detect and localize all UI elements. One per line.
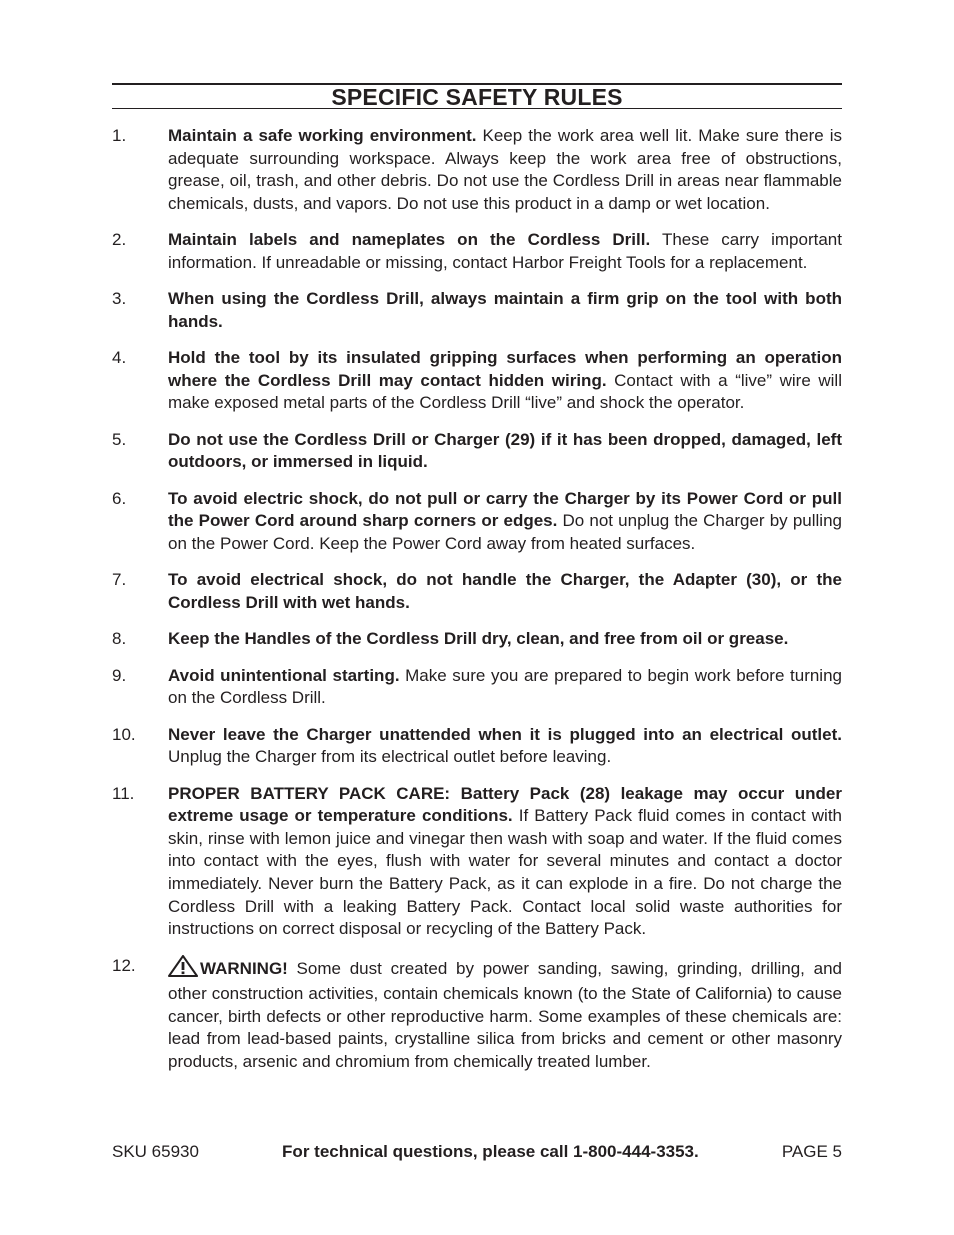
rule-number: 10. xyxy=(112,724,136,744)
rule-lead: Avoid unintentional starting. xyxy=(168,665,400,685)
rule-text xyxy=(168,125,842,215)
rule-lead: Hold the tool by its insulated gripping surfaces when performing an operation where the Cordless Drill may contact hidden wiring. xyxy=(168,348,842,390)
footer-contact: For technical questions, please call 1-800-444-3353. xyxy=(282,1142,699,1161)
rule-lead: When using the Cordless Drill, always maintain a firm grip on the tool with both hands. xyxy=(168,289,842,331)
page-footer xyxy=(112,1141,842,1163)
rule-number: 8. xyxy=(112,629,127,649)
rule-detail: Keep the work area well lit. Make sure there is adequate surrounding workspace. Always keep the work area free of obstructions, grease, oil, trash, and other debris. Do not use the Cordless Drill in areas near flammable chemicals, dusts, and vapors. Do not use this product in a damp or wet location. xyxy=(168,126,842,213)
rule-number: 2. xyxy=(112,230,127,250)
rule-lead: Do not use the Cordless Drill or Charger (29) if it has been dropped, damaged, left outdoors, or immersed in liquid. xyxy=(168,429,842,472)
rule-number: 1. xyxy=(112,126,127,145)
rule-text xyxy=(168,783,842,941)
warning-triangle-icon xyxy=(168,955,198,984)
rule-item xyxy=(112,628,842,651)
rule-text xyxy=(168,347,842,415)
rule-text xyxy=(168,229,842,274)
rule-detail: Make sure you are prepared to begin work before turning on the Cordless Drill. xyxy=(168,665,842,708)
rule-item xyxy=(112,955,842,1074)
rule-detail: If Battery Pack fluid comes in contact with skin, rinse with lemon juice and vinegar then wash with soap and water. If the fluid comes into contact with the eyes, flush with water for several minutes and contact a doctor immediately. Never burn the Battery Pack, as it can explode in a fire. Do not charge the Cordless Drill with a leaking Battery Pack. Contact local solid waste authorities for instructions on correct disposal or recycling of the Battery Pack. xyxy=(168,806,842,939)
rule-text xyxy=(168,488,842,556)
rule-item xyxy=(112,665,842,710)
rule-item xyxy=(112,488,842,556)
rule-text xyxy=(168,288,842,333)
rule-detail: Do not unplug the Charger by pulling on the Power Cord. Keep the Power Cord away from heated surfaces. xyxy=(168,511,842,553)
rule-lead: Maintain a safe working environment. xyxy=(168,126,477,145)
rule-detail: These carry important information. If unreadable or missing, contact Harbor Freight Tools for a replacement. xyxy=(168,230,842,272)
rule-item xyxy=(112,288,842,333)
rule-lead: Never leave the Charger unattended when it is plugged into an electrical outlet. xyxy=(168,724,842,744)
rule-text xyxy=(168,955,842,1074)
rule-lead: WARNING! xyxy=(200,958,288,978)
rule-number: 9. xyxy=(112,665,127,685)
rule-lead: Maintain labels and nameplates on the Cordless Drill. xyxy=(168,230,651,250)
rule-text xyxy=(168,724,842,769)
title-bar xyxy=(112,83,842,109)
rule-text xyxy=(168,628,842,651)
rule-number: 6. xyxy=(112,488,127,508)
rule-lead: Keep the Handles of the Cordless Drill dry, clean, and free from oil or grease. xyxy=(168,629,789,649)
rule-number: 4. xyxy=(112,348,127,368)
rule-item xyxy=(112,125,842,215)
footer-page-number: PAGE 5 xyxy=(781,1142,842,1161)
rule-item xyxy=(112,724,842,769)
rule-text xyxy=(168,429,842,474)
rule-text xyxy=(168,569,842,614)
rule-item xyxy=(112,347,842,415)
rule-number: 11. xyxy=(112,783,135,803)
page-content xyxy=(112,83,842,1087)
rule-item xyxy=(112,429,842,474)
rule-detail: Unplug the Charger from its electrical outlet before leaving. xyxy=(168,747,612,767)
rule-text xyxy=(168,665,842,710)
page-title: SPECIFIC SAFETY RULES xyxy=(331,84,623,110)
rules-list xyxy=(112,125,842,1074)
rule-lead: To avoid electrical shock, do not handle the Charger, the Adapter (30), or the Cordless Drill with wet hands. xyxy=(168,570,842,612)
rule-number: 12. xyxy=(112,955,136,975)
footer-sku: SKU 65930 xyxy=(112,1142,199,1161)
rule-lead: To avoid electric shock, do not pull or carry the Charger by its Power Cord or pull the Power Cord around sharp corners or edges. xyxy=(168,488,842,531)
rule-detail: Some dust created by power sanding, sawing, grinding, drilling, and other construction activities, contain chemicals known (to the State of California) to cause cancer, birth defects or other reproductive harm. Some examples of these chemicals are: lead from lead-based paints, crystalline silica from bricks and cement or other masonry products, arsenic and chromium from chemically treated lumber. xyxy=(168,958,842,1071)
rule-number: 7. xyxy=(112,570,127,590)
rule-item xyxy=(112,229,842,274)
rule-number: 5. xyxy=(112,429,127,449)
rule-item xyxy=(112,569,842,614)
rule-number: 3. xyxy=(112,289,127,309)
rule-lead: PROPER BATTERY PACK CARE: Battery Pack (28) leakage may occur under extreme usage or temperature conditions. xyxy=(168,783,842,826)
rule-detail: Contact with a “live” wire will make exposed metal parts of the Cordless Drill “live” and shock the operator. xyxy=(168,370,842,413)
rule-item xyxy=(112,783,842,941)
